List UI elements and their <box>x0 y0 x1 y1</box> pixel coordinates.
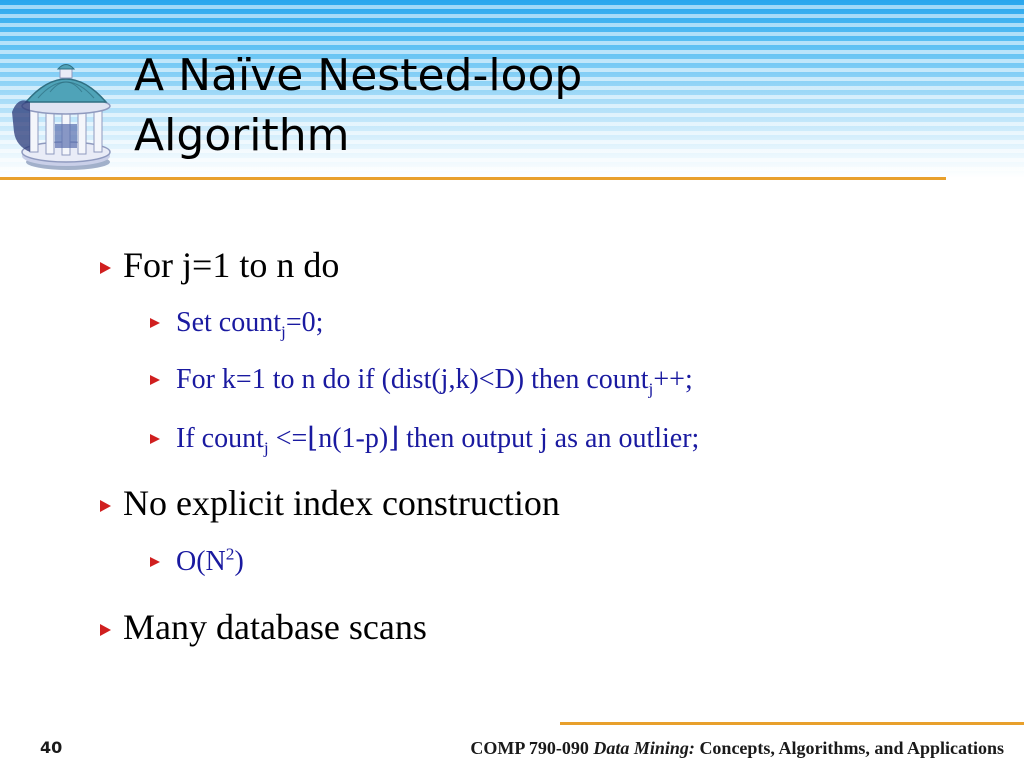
old-well-logo-icon <box>8 62 120 174</box>
text-part: =0; <box>285 307 324 338</box>
subscript: j <box>648 379 654 399</box>
page-number: 40 <box>40 738 63 757</box>
bullet-text <box>176 421 700 458</box>
bullet-complexity <box>150 546 244 578</box>
text-part: If count <box>176 423 264 454</box>
bullet-marker-icon <box>150 557 160 567</box>
bullet-marker-icon <box>150 375 160 385</box>
title-line-1: A Naïve Nested-loop <box>134 50 583 101</box>
text-part: For k=1 to n do if (dist(j,k)<D) then count <box>176 364 649 395</box>
bullet-outer-loop <box>100 244 339 286</box>
bullet-marker-icon <box>100 624 111 636</box>
slide-title <box>134 46 582 166</box>
title-line-2: Algorithm <box>134 110 350 161</box>
floor-left-symbol: ⌊ <box>307 423 319 454</box>
bullet-text: For j=1 to n do <box>123 245 340 285</box>
footer-subtitle: Concepts, Algorithms, and Applications <box>694 738 1004 758</box>
bullet-outlier-test <box>150 421 700 458</box>
subscript: j <box>281 322 286 342</box>
bullet-set-count <box>150 307 324 342</box>
bullet-database-scans <box>100 606 427 648</box>
text-part: O(N <box>176 546 226 577</box>
bullet-marker-icon <box>150 434 160 444</box>
footer-subject: Data Mining: <box>593 738 695 758</box>
bullet-inner-loop <box>150 364 693 399</box>
text-part: then output j as an outlier; <box>399 423 700 454</box>
floor-right-symbol: ⌋ <box>388 423 400 454</box>
bullet-marker-icon <box>100 262 111 274</box>
footer-course-title <box>470 738 1004 759</box>
bullet-no-index <box>100 482 560 524</box>
bullet-text: Many database scans <box>123 607 427 647</box>
footer-course: COMP 790-090 <box>470 738 594 758</box>
text-part: ) <box>234 546 244 577</box>
bullet-text <box>176 307 324 342</box>
bullet-marker-icon <box>150 318 160 328</box>
footer-divider <box>560 722 1024 725</box>
text-part: ++; <box>653 364 693 395</box>
header-divider <box>0 177 946 180</box>
bullet-text <box>176 546 244 578</box>
bullet-text <box>176 364 693 399</box>
bullet-text: No explicit index construction <box>123 483 560 523</box>
text-part: n(1-p) <box>318 423 389 454</box>
superscript: 2 <box>225 544 235 564</box>
bullet-marker-icon <box>100 500 111 512</box>
subscript: j <box>263 438 269 458</box>
text-part: <= <box>268 423 308 454</box>
text-part: Set count <box>176 307 281 338</box>
